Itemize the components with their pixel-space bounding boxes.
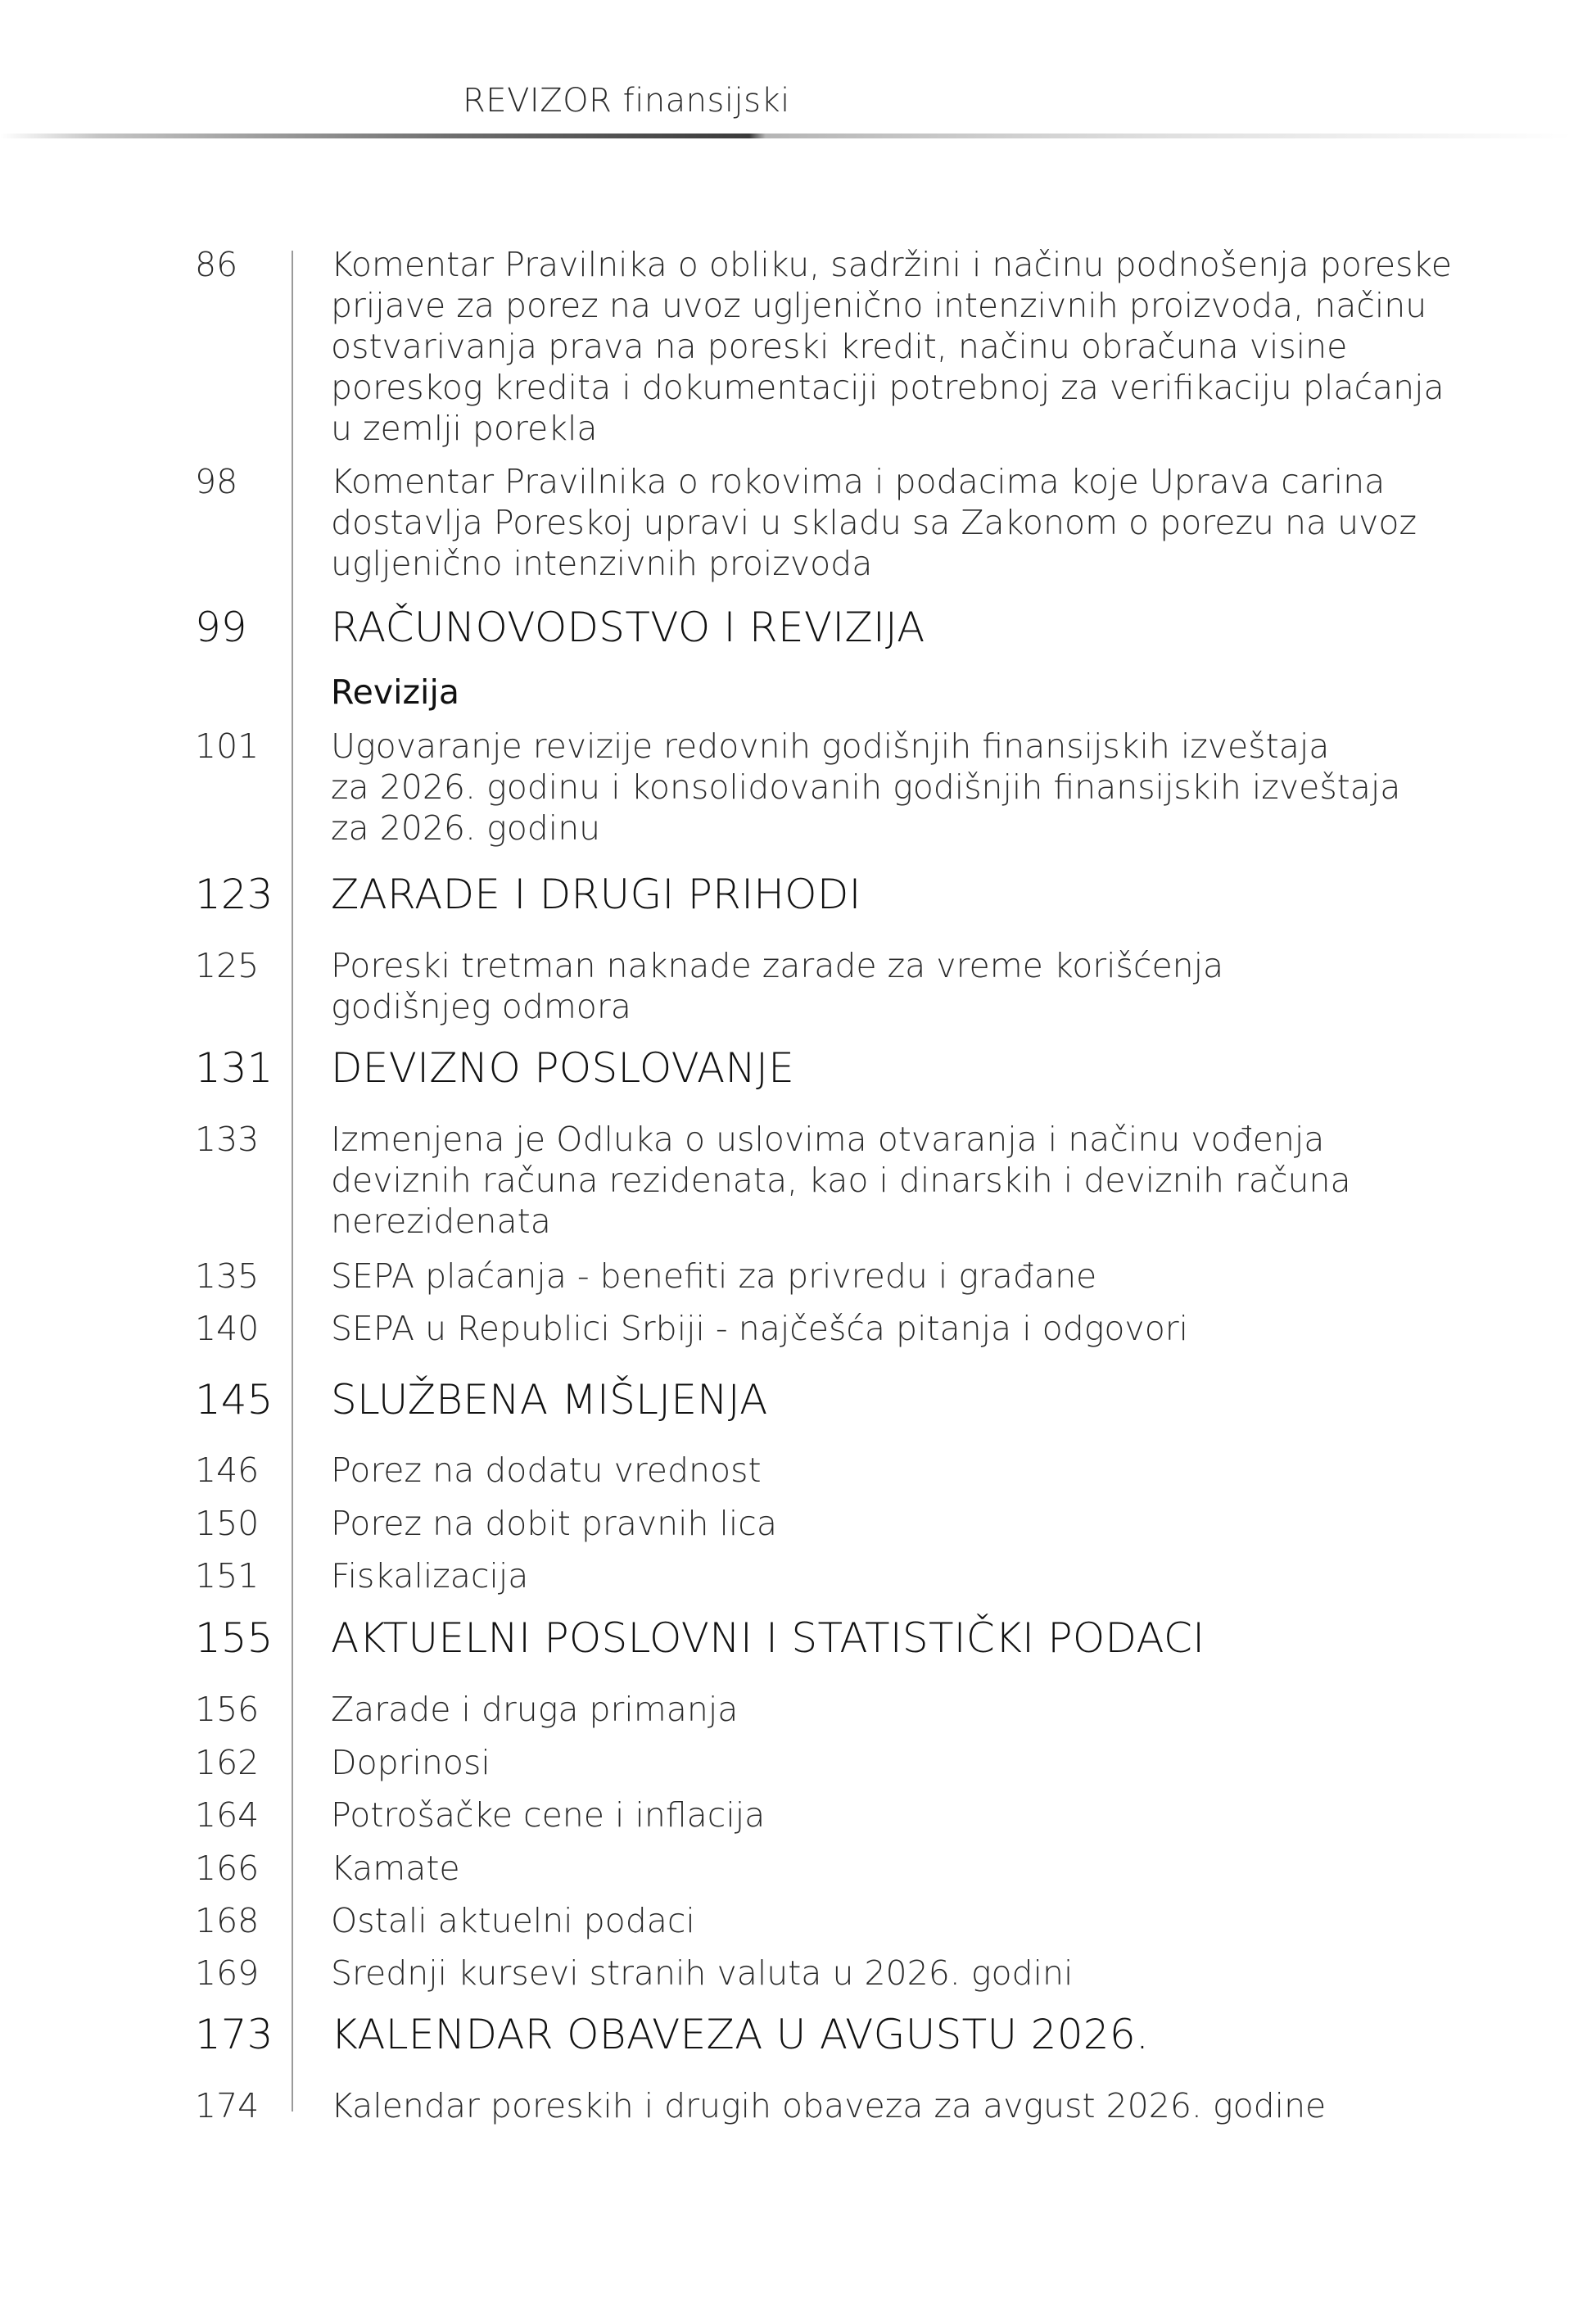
toc-entry-title: [331, 1119, 1395, 1242]
toc-text-line: Poreski tretman naknade zarade za vreme korišćenja: [331, 946, 1224, 985]
toc-text-line: RAČUNOVODSTVO I REVIZIJA: [331, 604, 925, 651]
toc-entry-title: [331, 945, 1395, 1027]
toc-text-line: KALENDAR OBAVEZA U AVGUSTU 2026.: [331, 2011, 1150, 2058]
toc-page-number: 150: [195, 1504, 260, 1543]
toc-page-number: 133: [195, 1120, 260, 1159]
toc-text-line: ugljenično intenzivnih proizvoda: [331, 544, 873, 583]
toc-vertical-rule: [292, 251, 293, 2112]
toc-entry-title: [331, 1900, 1395, 1941]
toc-text-line: godišnjeg odmora: [331, 987, 631, 1026]
toc-page-number: 168: [195, 1901, 260, 1940]
toc-page-number: 145: [195, 1376, 274, 1424]
toc-section-title: [331, 1043, 1395, 1093]
toc-page-number: 125: [195, 946, 260, 985]
toc-page-number: 155: [195, 1614, 274, 1662]
toc-text-line: SEPA u Republici Srbiji - najčešća pitanja i odgovori: [331, 1309, 1189, 1348]
toc-section-title: [331, 603, 1395, 652]
toc-text-line: Ostali aktuelni podaci: [331, 1901, 695, 1940]
toc-text-line: SEPA plaćanja - benefiti za privredu i građane: [331, 1256, 1097, 1296]
toc-text-line: prijave za porez na uvoz ugljenično intenzivnih proizvoda, načinu: [331, 286, 1427, 325]
toc-text-line: Kalendar poreskih i drugih obaveza za avgust 2026. godine: [331, 2086, 1327, 2125]
toc-text-line: Fiskalizacija: [331, 1556, 529, 1596]
toc-text-line: ZARADE I DRUGI PRIHODI: [331, 871, 861, 918]
toc-entry-title: [331, 1503, 1395, 1544]
toc-text-line: za 2026. godinu i konsolidovanih godišnjih finansijskih izveštaja: [331, 767, 1401, 807]
toc-text-line: Srednji kursevi stranih valuta u 2026. godini: [331, 1953, 1074, 1993]
toc-text-line: AKTUELNI POSLOVNI I STATISTIČKI PODACI: [331, 1614, 1205, 1662]
toc-text-line: Porez na dodatu vrednost: [331, 1451, 762, 1490]
toc-page-number: 166: [195, 1849, 260, 1888]
toc-entry-title: [331, 1689, 1395, 1730]
toc-entry-title: [331, 1848, 1395, 1889]
toc-text-line: Potrošačke cene i inflacija: [331, 1795, 766, 1835]
toc-entry-title: [331, 2085, 1395, 2126]
toc-page-number: 99: [195, 604, 247, 651]
toc-text-line: nerezidenata: [331, 1202, 551, 1241]
toc-page-number: 86: [195, 245, 238, 284]
toc-section-title: [331, 1375, 1395, 1424]
toc-page-number: 146: [195, 1451, 260, 1490]
toc-page-number: 156: [195, 1690, 260, 1729]
toc-page-number: 101: [195, 726, 260, 766]
toc-page-number: 169: [195, 1953, 260, 1993]
toc-text-line: Porez na dobit pravnih lica: [331, 1504, 777, 1543]
toc-text-line: SLUŽBENA MIŠLJENJA: [331, 1376, 768, 1424]
toc-entry-title: [331, 1953, 1395, 1994]
toc-page-number: 164: [195, 1795, 260, 1835]
toc-text-line: Komentar Pravilnika o rokovima i podacima koje Uprava carina: [331, 462, 1386, 501]
toc-page-number: 123: [195, 871, 274, 918]
toc-page-number: 131: [195, 1044, 274, 1092]
toc-entry-title: [331, 1308, 1395, 1349]
toc-text-line: Zarade i druga primanja: [331, 1690, 739, 1729]
toc-text-line: Izmenjena je Odluka o uslovima otvaranja i načinu vođenja: [331, 1120, 1325, 1159]
toc-text-line: Revizija: [331, 672, 459, 712]
toc-entry-title: [331, 1742, 1395, 1783]
toc-entry-title: [331, 461, 1417, 584]
toc-text-line: za 2026. godinu: [331, 808, 601, 848]
toc-text-line: DEVIZNO POSLOVANJE: [331, 1044, 795, 1092]
running-header-title: REVIZOR finansijski: [463, 82, 790, 120]
header-rule: [0, 134, 1572, 138]
toc-section-title: [331, 2010, 1395, 2059]
page-header: [0, 0, 1596, 147]
toc-text-line: poreskog kredita i dokumentaciji potrebnoj za verifikaciju plaćanja: [331, 368, 1445, 407]
toc-text-line: deviznih računa rezidenata, kao i dinarskih i deviznih računa: [331, 1161, 1351, 1200]
toc-text-line: dostavlja Poreskoj upravi u skladu sa Zakonom o porezu na uvoz: [331, 503, 1417, 542]
toc-text-line: Komentar Pravilnika o obliku, sadržini i načinu podnošenja poreske: [331, 245, 1452, 284]
toc-entry-title: [331, 726, 1401, 849]
toc-page-number: 140: [195, 1309, 260, 1348]
toc-page-number: 98: [195, 462, 238, 501]
toc-page-number: 151: [195, 1556, 260, 1596]
toc-text-line: Ugovaranje revizije redovnih godišnjih finansijskih izveštaja: [331, 726, 1330, 766]
toc-page-number: 135: [195, 1256, 260, 1296]
toc-subheading: [331, 672, 1395, 713]
toc-text-line: ostvarivanja prava na poreski kredit, načinu obračuna visine: [331, 327, 1348, 366]
toc-section-title: [331, 870, 1395, 919]
toc-text-line: Doprinosi: [331, 1743, 491, 1782]
toc-entry-title: [331, 1450, 1395, 1491]
toc-entry-title: [331, 1555, 1395, 1596]
toc-page-number: 162: [195, 1743, 260, 1782]
toc-page-number: 174: [195, 2086, 260, 2125]
toc-section-title: [331, 1614, 1395, 1663]
toc-page-number: 173: [195, 2011, 274, 2058]
toc-entry-title: [331, 244, 1452, 449]
toc-entry-title: [331, 1256, 1395, 1297]
toc-text-line: Kamate: [331, 1849, 460, 1888]
toc-entry-title: [331, 1795, 1395, 1835]
toc-text-line: u zemlji porekla: [331, 409, 598, 448]
